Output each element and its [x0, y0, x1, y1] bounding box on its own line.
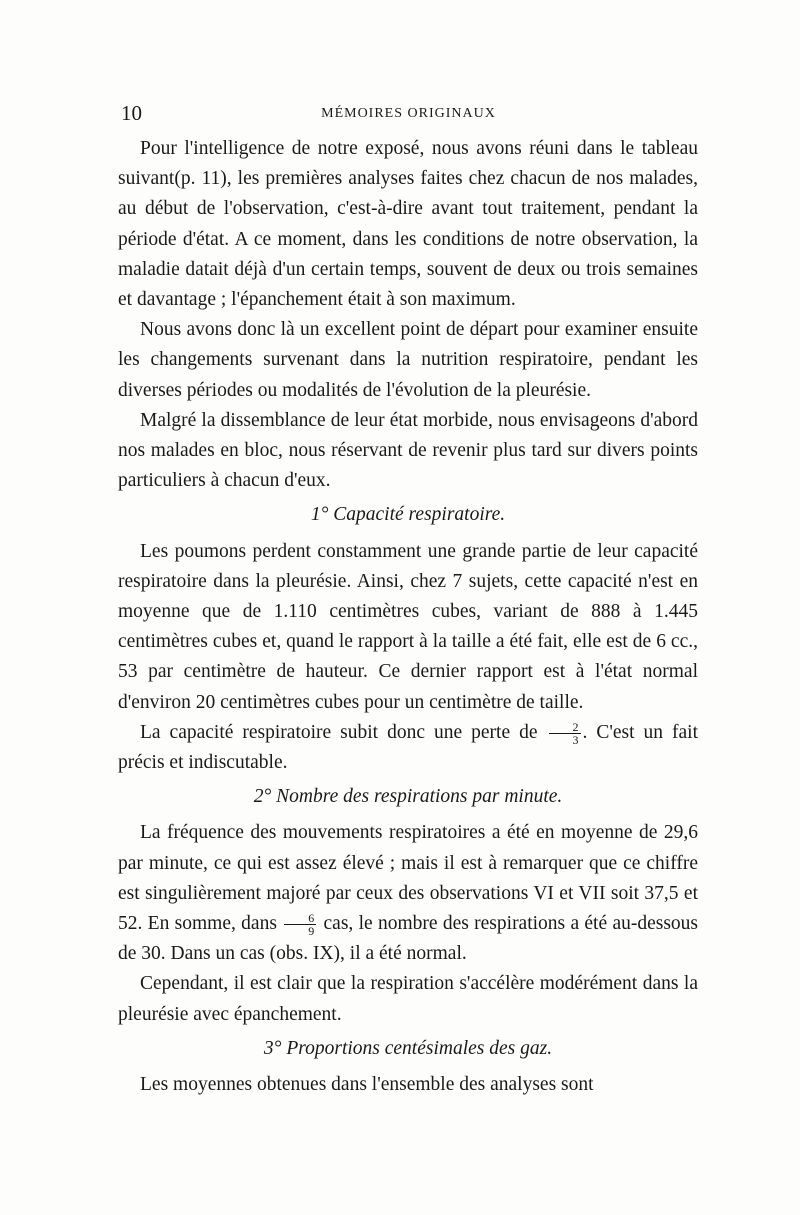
- page-number: 10: [121, 101, 142, 125]
- paragraph: Cependant, il est clair que la respiration s'accélère modérément dans la pleurésie avec épanchement.: [118, 973, 698, 1025]
- paragraph-text: . C'est un fait précis et indiscutable.: [118, 721, 699, 774]
- fraction-numerator: 2: [549, 721, 581, 734]
- paragraph: Les poumons perdent constamment une grande partie de leur capacité respiratoire dans la pleurésie. Ainsi, chez 7 sujets, cette capacité n'est en moyenne que de 1.110 centimètres cubes, variant de 888 à 1.445 centimètres cubes et, quand le rapport à la taille a été fait, elle est de 6 cc., 53 par centimètre de hauteur. Ce dernier rapport est à l'état normal d'environ 20 centimètres cubes pour un centimètre de taille.: [118, 540, 698, 713]
- fraction-denominator: 9: [308, 924, 315, 939]
- paragraph: Malgré la dissemblance de leur état morbide, nous envisageons d'abord nos malades en bloc, nous réservant de revenir plus tard sur divers points particuliers à chacun d'eux.: [118, 409, 698, 492]
- paragraph: [118, 818, 698, 969]
- body-text: [118, 134, 698, 1100]
- running-head: MÉMOIRES ORIGINAUX: [321, 106, 496, 121]
- fraction: [549, 721, 581, 746]
- fraction: [284, 912, 316, 937]
- paragraph: [118, 718, 698, 778]
- paragraph: Pour l'intelligence de notre exposé, nous avons réuni dans le tableau suivant(p. 11), les premières analyses faites chez chacun de nos malades, au début de l'observation, c'est-à-dire avant tout traitement, pendant la période d'état. A ce moment, dans les conditions de notre observation, la maladie datait déjà d'un certain temps, souvent de deux ou trois semaines et davantage ; l'épanchement était à son maximum.: [118, 138, 698, 311]
- section-title: 1° Capacité respiratoire.: [310, 504, 506, 526]
- section-title: 2° Nombre des respirations par minute.: [253, 786, 563, 808]
- paragraph: Nous avons donc là un excellent point de départ pour examiner ensuite les changements survenant dans la nutrition respiratoire, pendant les diverses périodes ou modalités de l'évolution de la pleurésie.: [118, 319, 698, 401]
- fraction-denominator: 3: [572, 732, 579, 747]
- paragraph: Les moyennes obtenues dans l'ensemble des analyses sont: [140, 1074, 594, 1096]
- fraction-numerator: 6: [284, 912, 316, 925]
- paragraph-text: La fréquence des mouvements respiratoires a été en moyenne de 29,6 par minute, ce qui est assez élevé ; mais il est à remarquer que ce chiffre est singulièrement majoré par ceux des observations VI et VII soit 37,5 et 52. En somme, dans: [118, 822, 698, 935]
- page-header: [121, 101, 696, 131]
- paragraph-text: cas, le nombre des respirations a été au-dessous de 30. Dans un cas (obs. IX), il a été normal.: [118, 913, 699, 965]
- paragraph-text: La capacité respiratoire subit donc une perte de: [140, 721, 538, 743]
- section-title: 3° Proportions centésimales des gaz.: [263, 1037, 553, 1059]
